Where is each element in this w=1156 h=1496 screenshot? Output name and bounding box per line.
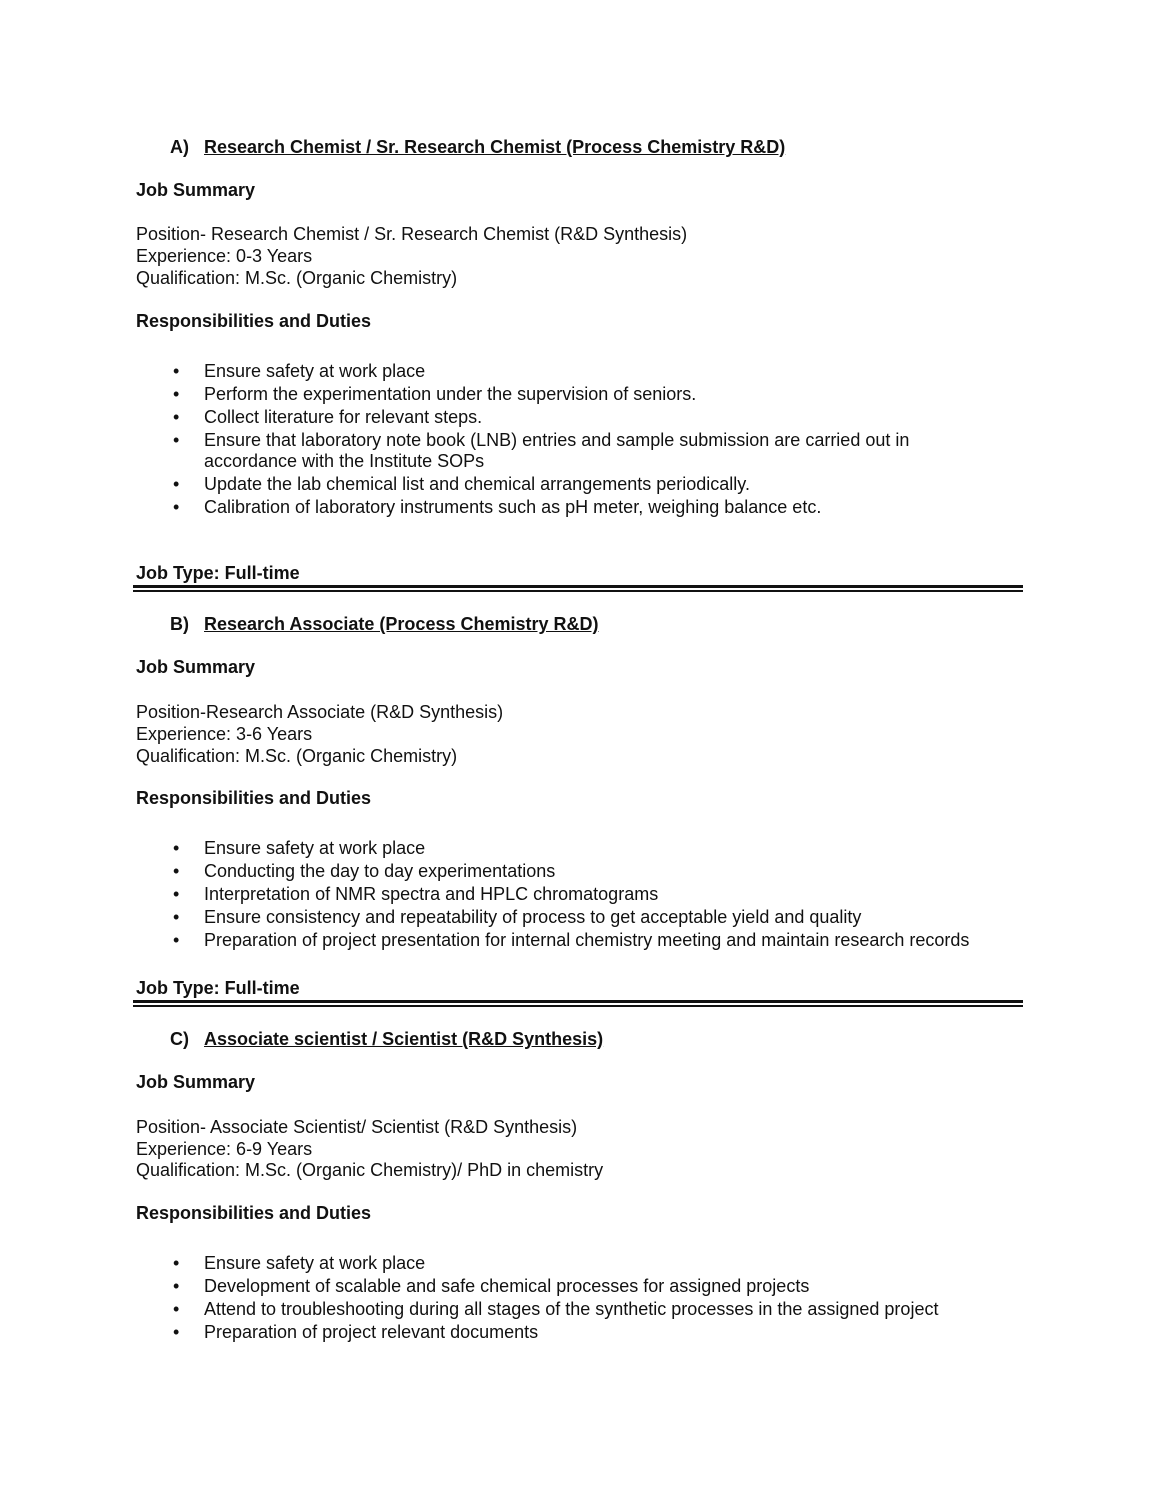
duty-item: • Ensure that laboratory note book (LNB) entries and sample submission are carried out in (204, 429, 909, 451)
duties-heading: Responsibilities and Duties (136, 311, 372, 331)
qualification-text: Qualification: M.Sc. (Organic Chemistry) (136, 268, 458, 288)
duty-item: • Ensure safety at work place (204, 360, 425, 382)
section-letter: C) (170, 1029, 189, 1049)
experience-text: Experience: 3-6 Years (136, 724, 313, 744)
duties-heading: Responsibilities and Duties (136, 788, 372, 808)
section-divider (133, 1000, 1023, 1007)
job-type: Job Type: Full-time (136, 563, 300, 583)
duty-item: • Update the lab chemical list and chemical arrangements periodically. (204, 473, 750, 495)
job-summary-heading: Job Summary (136, 657, 256, 677)
position-text: Position- Associate Scientist/ Scientist (R&D Synthesis) (136, 1117, 578, 1137)
section-title: Research Associate (Process Chemistry R&D) (204, 614, 599, 634)
duty-item: • Interpretation of NMR spectra and HPLC chromatograms (204, 883, 658, 905)
duty-item: • Development of scalable and safe chemical processes for assigned projects (204, 1275, 809, 1297)
duty-item-continuation: accordance with the Institute SOPs (204, 451, 485, 471)
experience-text: Experience: 0-3 Years (136, 246, 313, 266)
duty-item: • Ensure safety at work place (204, 1252, 425, 1274)
section-title: Research Chemist / Sr. Research Chemist (Process Chemistry R&D) (204, 137, 786, 157)
duty-item: • Conducting the day to day experimentations (204, 860, 555, 882)
duty-item: • Perform the experimentation under the supervision of seniors. (204, 383, 696, 405)
duty-item: • Ensure safety at work place (204, 837, 425, 859)
duty-item: • Collect literature for relevant steps. (204, 406, 482, 428)
duty-item: • Preparation of project presentation for internal chemistry meeting and maintain research records (204, 929, 969, 951)
job-summary-heading: Job Summary (136, 1072, 256, 1092)
duty-item: • Calibration of laboratory instruments such as pH meter, weighing balance etc. (204, 496, 821, 518)
job-type: Job Type: Full-time (136, 978, 300, 998)
experience-text: Experience: 6-9 Years (136, 1139, 313, 1159)
section-divider (133, 585, 1023, 592)
position-text: Position-Research Associate (R&D Synthesis) (136, 702, 504, 722)
duty-item: • Preparation of project relevant documents (204, 1321, 538, 1343)
section-letter: B) (170, 614, 189, 634)
job-summary-heading: Job Summary (136, 180, 256, 200)
section-title: Associate scientist / Scientist (R&D Synthesis) (204, 1029, 604, 1049)
duties-heading: Responsibilities and Duties (136, 1203, 372, 1223)
section-letter: A) (170, 137, 189, 157)
qualification-text: Qualification: M.Sc. (Organic Chemistry) (136, 746, 458, 766)
duty-item: • Attend to troubleshooting during all stages of the synthetic processes in the assigned project (204, 1298, 938, 1320)
position-text: Position- Research Chemist / Sr. Research Chemist (R&D Synthesis) (136, 224, 688, 244)
duty-item: • Ensure consistency and repeatability of process to get acceptable yield and quality (204, 906, 861, 928)
qualification-text: Qualification: M.Sc. (Organic Chemistry)/ PhD in chemistry (136, 1160, 604, 1180)
